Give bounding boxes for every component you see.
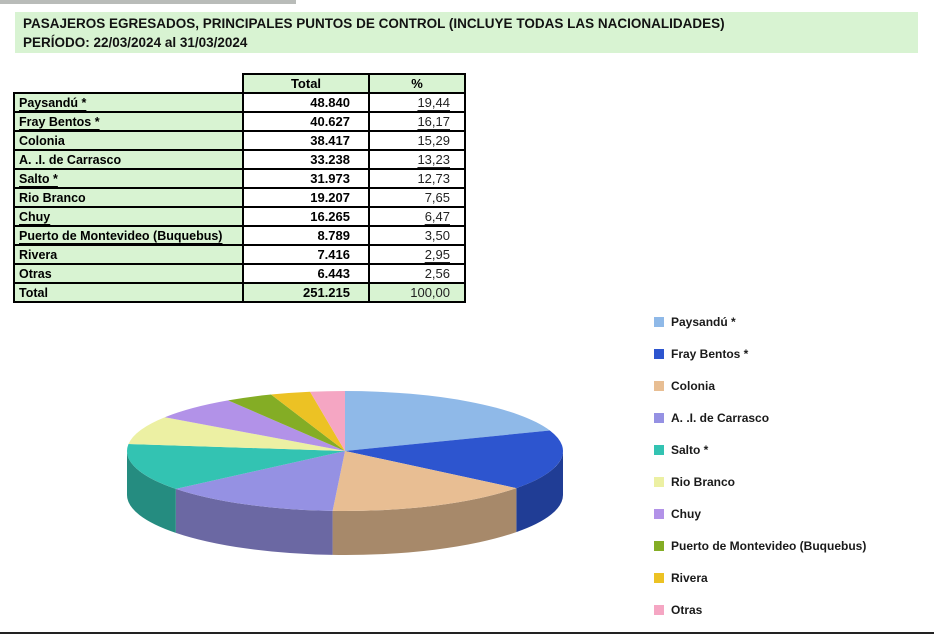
legend-item: [654, 344, 866, 363]
legend-item: [654, 376, 866, 395]
chart-legend: [654, 312, 866, 632]
legend-swatch-icon: [654, 573, 664, 583]
legend-label: A. .I. de Carrasco: [671, 410, 770, 425]
row-percent: 16,17: [369, 112, 465, 131]
legend-swatch-icon: [654, 509, 664, 519]
total-row: [14, 283, 465, 302]
legend-item: [654, 408, 866, 427]
header-band: [15, 12, 918, 53]
legend-label: Fray Bentos *: [671, 346, 749, 361]
table-row: [14, 207, 465, 226]
table-row: [14, 112, 465, 131]
row-percent: 6,47: [369, 207, 465, 226]
row-total: 33.238: [243, 150, 369, 169]
legend-item: [654, 472, 866, 491]
row-name: Rio Branco: [14, 188, 243, 207]
table-row: [14, 188, 465, 207]
table-header-row: [14, 74, 465, 93]
total-row-percent: 100,00: [369, 283, 465, 302]
total-row-value: 251.215: [243, 283, 369, 302]
photo-edge-bottom: [0, 632, 934, 634]
legend-swatch-icon: [654, 317, 664, 327]
legend-swatch-icon: [654, 541, 664, 551]
table-row: [14, 169, 465, 188]
table-row: [14, 226, 465, 245]
pie-chart: [105, 378, 595, 623]
row-percent: 7,65: [369, 188, 465, 207]
photo-edge-top: [0, 0, 296, 4]
row-total: 8.789: [243, 226, 369, 245]
row-percent: 2,56: [369, 264, 465, 283]
legend-label: Puerto de Montevideo (Buquebus): [671, 538, 867, 553]
legend-swatch-icon: [654, 349, 664, 359]
legend-label: Salto *: [671, 442, 709, 457]
period-label: PERÍODO: 22/03/2024 al 31/03/2024: [23, 35, 248, 50]
table-row: [14, 245, 465, 264]
row-name: Otras: [14, 264, 243, 283]
legend-label: Rio Branco: [671, 474, 736, 489]
row-name: Chuy: [14, 207, 243, 226]
row-total: 6.443: [243, 264, 369, 283]
table-header: [14, 74, 465, 93]
header-ghost-cell: [14, 74, 243, 93]
table-body: [14, 93, 465, 283]
legend-item: [654, 312, 866, 331]
legend-item: [654, 440, 866, 459]
row-name: A. .I. de Carrasco: [14, 150, 243, 169]
column-header-percent: %: [369, 74, 465, 93]
table-row: [14, 93, 465, 112]
legend-swatch-icon: [654, 381, 664, 391]
legend-item: [654, 568, 866, 587]
row-percent: 19,44: [369, 93, 465, 112]
row-total: 7.416: [243, 245, 369, 264]
legend-swatch-icon: [654, 445, 664, 455]
legend-swatch-icon: [654, 413, 664, 423]
row-total: 40.627: [243, 112, 369, 131]
page-title: PASAJEROS EGRESADOS, PRINCIPALES PUNTOS DE CONTROL (INCLUYE TODAS LAS NACIONALIDADES): [23, 16, 725, 31]
row-percent: 2,95: [369, 245, 465, 264]
row-percent: 13,23: [369, 150, 465, 169]
legend-item: [654, 504, 866, 523]
row-percent: 12,73: [369, 169, 465, 188]
legend-label: Paysandú *: [671, 314, 736, 329]
row-name: Colonia: [14, 131, 243, 150]
row-percent: 15,29: [369, 131, 465, 150]
row-name: Puerto de Montevideo (Buquebus): [14, 226, 243, 245]
row-total: 19.207: [243, 188, 369, 207]
row-name: Paysandú *: [14, 93, 243, 112]
row-total: 48.840: [243, 93, 369, 112]
legend-swatch-icon: [654, 605, 664, 615]
legend-item: [654, 600, 866, 619]
legend-label: Rivera: [671, 570, 708, 585]
legend-swatch-icon: [654, 477, 664, 487]
row-percent: 3,50: [369, 226, 465, 245]
column-header-total: Total: [243, 74, 369, 93]
table-row: [14, 264, 465, 283]
row-name: Rivera: [14, 245, 243, 264]
row-name: Fray Bentos *: [14, 112, 243, 131]
control-points-table: [13, 73, 466, 303]
row-total: 31.973: [243, 169, 369, 188]
table-row: [14, 150, 465, 169]
table-total-section: [14, 283, 465, 302]
table-row: [14, 131, 465, 150]
row-total: 38.417: [243, 131, 369, 150]
total-row-label: Total: [14, 283, 243, 302]
legend-item: [654, 536, 866, 555]
row-name: Salto *: [14, 169, 243, 188]
legend-label: Otras: [671, 602, 703, 617]
row-total: 16.265: [243, 207, 369, 226]
legend-label: Chuy: [671, 506, 701, 521]
legend-label: Colonia: [671, 378, 715, 393]
